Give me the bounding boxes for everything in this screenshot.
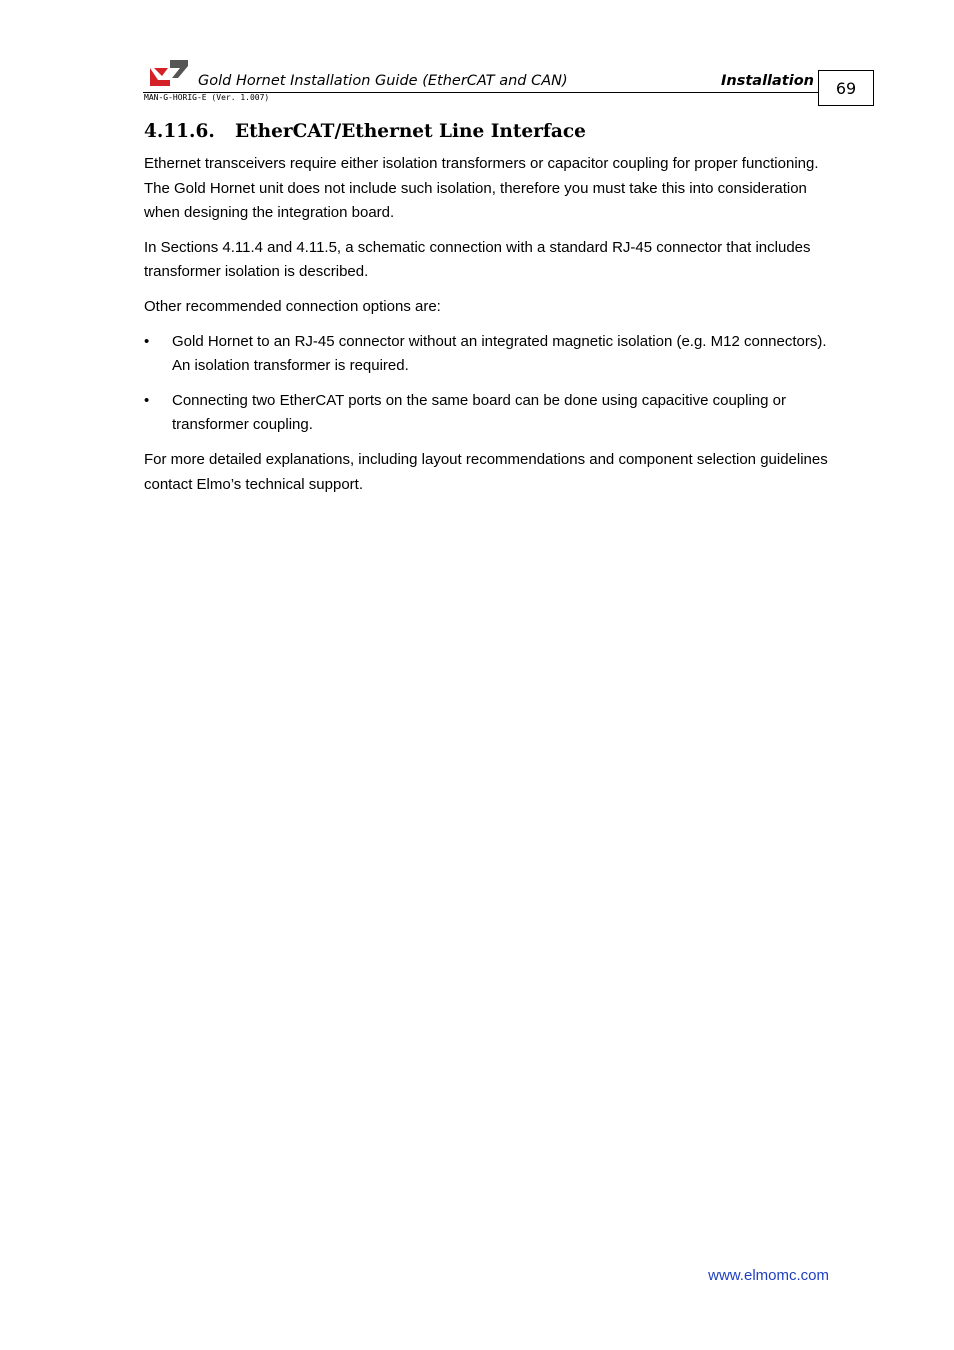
list-item xyxy=(144,330,834,379)
paragraph: Other recommended connection options are: xyxy=(144,297,441,315)
document-code: MAN-G-HORIG-E (Ver. 1.007) xyxy=(144,93,270,102)
paragraph: In Sections 4.11.4 and 4.11.5, a schematic connection with a standard RJ-45 connector that includes transformer isolation is described. xyxy=(144,238,811,281)
section-heading xyxy=(144,121,586,142)
page-number xyxy=(818,70,874,106)
section-number: 4.11.6. xyxy=(144,121,215,142)
bullet-icon: • xyxy=(144,391,150,409)
section-title: EtherCAT/Ethernet Line Interface xyxy=(235,121,586,142)
website-link[interactable]: www.elmomc.com xyxy=(708,1267,829,1284)
list-item-text: Gold Hornet to an RJ-45 connector without an integrated magnetic isolation (e.g. M12 connectors). An isolation transformer is required. xyxy=(172,332,827,375)
chapter-label: Installation xyxy=(721,73,814,89)
elmo-logo-icon xyxy=(148,58,190,88)
page-number-text: 69 xyxy=(835,78,857,98)
document-title: Gold Hornet Installation Guide (EtherCAT and CAN) xyxy=(198,73,568,89)
bullet-list xyxy=(144,330,834,438)
body-content xyxy=(144,152,834,507)
paragraph: Ethernet transceivers require either isolation transformers or capacitor coupling for proper functioning. The Gold Hornet unit does not include such isolation, therefore you must take this into consideration when designing the integration board. xyxy=(144,155,819,222)
paragraph: For more detailed explanations, including layout recommendations and component selection guidelines contact Elmo’s technical support. xyxy=(144,450,828,493)
list-item-text: Connecting two EtherCAT ports on the same board can be done using capacitive coupling or transformer coupling. xyxy=(172,391,786,434)
list-item xyxy=(144,389,834,438)
bullet-icon: • xyxy=(144,332,150,350)
